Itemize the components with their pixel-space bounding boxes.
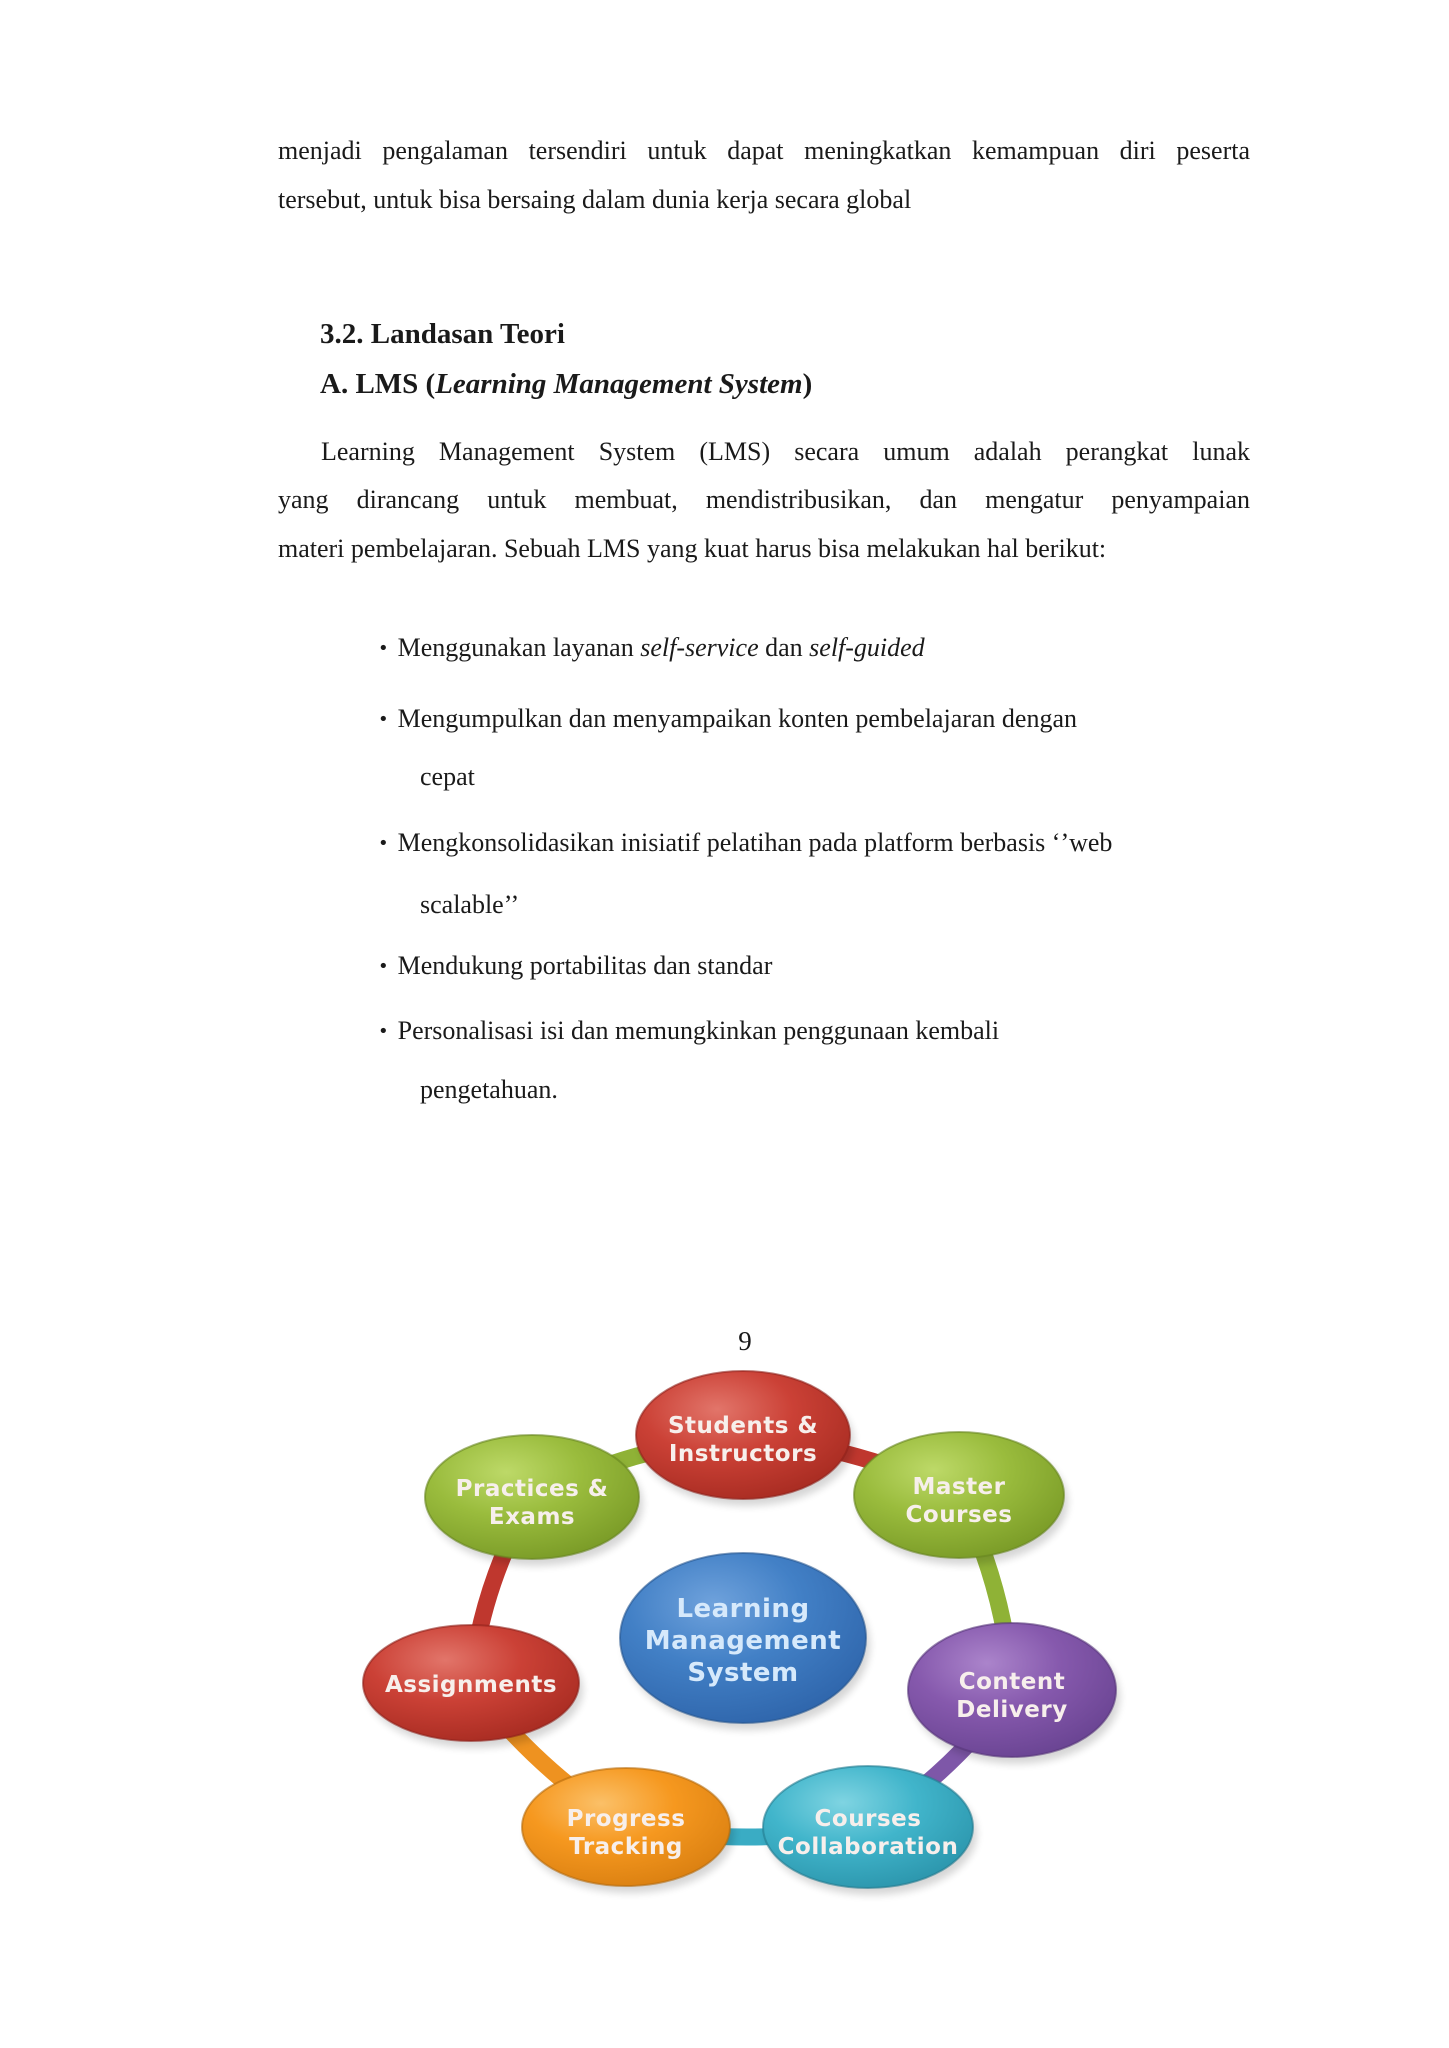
bullet-item-2-continuation: cepat: [420, 762, 475, 791]
subsection-heading: [320, 368, 812, 401]
bullet-item-1: [378, 631, 925, 666]
node-students-label-1: Students &: [667, 1413, 819, 1439]
bullet-item-2: [378, 702, 1077, 737]
node-courses-label-2: Collaboration: [777, 1834, 959, 1860]
paragraph2-line1: Learning Management System (LMS) secara umum adalah perangkat lunak: [321, 437, 1250, 466]
node-students-label-2: Instructors: [668, 1441, 818, 1467]
bullet-item-5: [378, 1014, 999, 1049]
node-lms-center-label-1: Learning: [676, 1594, 810, 1624]
bullet-4-text: Mendukung portabilitas dan standar: [397, 951, 773, 980]
subsection-pre: A. LMS (: [320, 368, 436, 400]
paragraph2-line2: yang dirancang untuk membuat, mendistribusikan, dan mengatur penyampaian: [278, 485, 1250, 514]
node-courses-label-1: Courses: [814, 1806, 922, 1832]
bullet-2-text: Mengumpulkan dan menyampaikan konten pembelajaran dengan: [397, 704, 1078, 733]
node-progress-label-1: Progress: [566, 1806, 686, 1832]
node-content-label-2: Delivery: [956, 1697, 1068, 1723]
subsection-post: ): [802, 368, 813, 400]
bullet-item-4: [378, 949, 772, 984]
node-assignments-label: Assignments: [384, 1672, 558, 1698]
subsection-italic: Learning Management System: [435, 368, 803, 400]
bullet-marker: •: [378, 709, 389, 730]
node-lms-center-label-2: Management: [644, 1626, 842, 1656]
node-practices-label-2: Exams: [488, 1504, 576, 1530]
bullet-marker: •: [378, 1021, 389, 1042]
node-lms-center-label-3: System: [687, 1658, 799, 1688]
bullet-marker: •: [378, 956, 389, 977]
bullet-item-5-continuation: pengetahuan.: [420, 1075, 558, 1104]
bullet-marker: •: [378, 638, 389, 659]
node-master-label-2: Courses: [905, 1502, 1013, 1528]
paragraph1-line1: menjadi pengalaman tersendiri untuk dapat meningkatkan kemampuan diri peserta: [278, 136, 1250, 165]
lms-diagram-figure: [340, 1350, 1150, 1910]
paragraph2-line3: materi pembelajaran. Sebuah LMS yang kuat harus bisa melakukan hal berikut:: [278, 534, 1107, 563]
bullet-1-italic-2: self-guided: [809, 633, 925, 662]
node-progress-label-2: Tracking: [569, 1834, 683, 1860]
page-number: 9: [738, 1326, 752, 1356]
bullet-1-text: Menggunakan layanan: [397, 633, 641, 662]
bullet-1-italic-1: self-service: [640, 633, 759, 662]
bullet-1-mid: dan: [758, 633, 810, 662]
node-master-label-1: Master: [912, 1474, 1006, 1500]
section-heading: 3.2. Landasan Teori: [320, 318, 565, 350]
bullet-item-3: [378, 826, 1112, 861]
node-practices-label-1: Practices &: [455, 1476, 609, 1502]
bullet-3-text: Mengkonsolidasikan inisiatif pelatihan pada platform berbasis ‘’web: [397, 828, 1113, 857]
bullet-marker: •: [378, 833, 389, 854]
node-content-label-1: Content: [958, 1669, 1066, 1695]
paragraph1-line2: tersebut, untuk bisa bersaing dalam dunia kerja secara global: [278, 185, 912, 214]
bullet-5-text: Personalisasi isi dan memungkinkan penggunaan kembali: [397, 1016, 1000, 1045]
bullet-item-3-continuation: scalable’’: [420, 890, 520, 919]
